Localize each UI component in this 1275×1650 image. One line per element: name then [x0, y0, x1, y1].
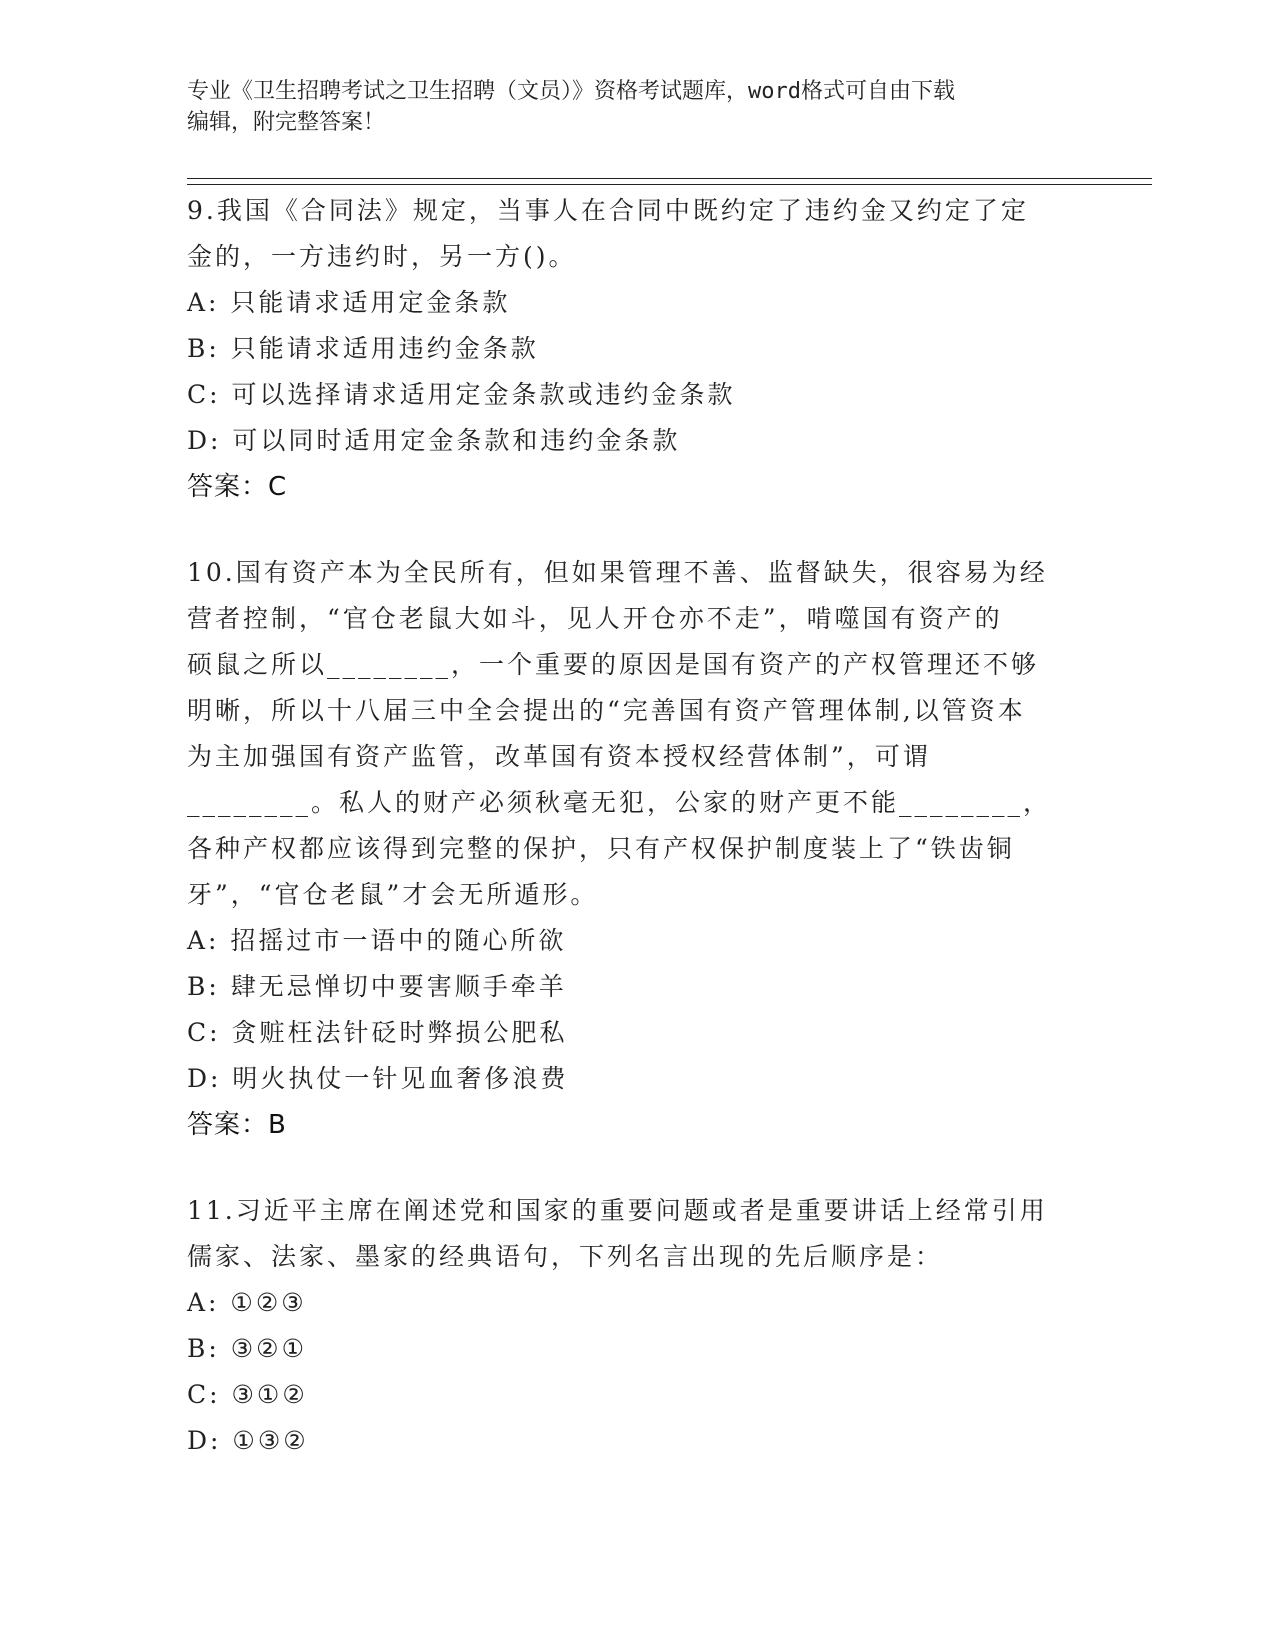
- question-stem-line: 11.习近平主席在阐述党和国家的重要问题或者是重要讲话上经常引用: [187, 1196, 1048, 1225]
- question-11: [187, 1188, 1087, 1464]
- question-stem-line: 各种产权都应该得到完整的保护，只有产权保护制度装上了“铁齿铜: [187, 834, 1015, 863]
- question-stem-line: 明晰，所以十八届三中全会提出的“完善国有资产管理体制,以管资本: [187, 696, 1026, 725]
- option-b: B: ③②①: [187, 1334, 307, 1363]
- option-d: D: 可以同时适用定金条款和违约金条款: [187, 426, 681, 455]
- option-d: D: ①③②: [187, 1426, 309, 1455]
- question-stem-line: ________。私人的财产必须秋毫无犯，公家的财产更不能________，: [187, 788, 1052, 817]
- question-10: [187, 550, 1087, 1148]
- option-c: C: 贪赃枉法针砭时弊损公肥私: [187, 1018, 568, 1047]
- question-stem-line: 金的，一方违约时，另一方()。: [187, 242, 577, 271]
- question-stem-line: 为主加强国有资产监管，改革国有资本授权经营体制”，可谓: [187, 742, 931, 771]
- answer-line: 答案：C: [187, 472, 288, 502]
- question-9: [187, 188, 1087, 510]
- question-stem-line: 10.国有资产本为全民所有，但如果管理不善、监督缺失，很容易为经: [187, 558, 1048, 587]
- question-stem-line: 9.我国《合同法》规定，当事人在合同中既约定了违约金又约定了定: [187, 196, 1029, 225]
- answer-line: 答案：B: [187, 1110, 287, 1140]
- header-line: 编辑，附完整答案！: [187, 110, 386, 135]
- option-b: B: 肆无忌惮切中要害顺手牵羊: [187, 972, 567, 1001]
- option-a: A: 招摇过市一语中的随心所欲: [187, 926, 567, 955]
- option-a: A: 只能请求适用定金条款: [187, 288, 511, 317]
- question-stem-line: 儒家、法家、墨家的经典语句，下列名言出现的先后顺序是：: [187, 1242, 944, 1271]
- option-b: B: 只能请求适用违约金条款: [187, 334, 539, 363]
- option-a: A: ①②③: [187, 1288, 307, 1317]
- option-d: D: 明火执仗一针见血奢侈浪费: [187, 1064, 569, 1093]
- header-divider-top: [187, 178, 1152, 179]
- option-c: C: 可以选择请求适用定金条款或违约金条款: [187, 380, 736, 409]
- header-line: 专业《卫生招聘考试之卫生招聘（文员）》资格考试题库，word格式可自由下载: [187, 79, 955, 104]
- document-header: [187, 76, 1067, 138]
- question-stem-line: 营者控制，“官仓老鼠大如斗，见人开仓亦不走”，啃噬国有资产的: [187, 604, 1003, 633]
- question-stem-line: 牙”，“官仓老鼠”才会无所遁形。: [187, 880, 599, 909]
- question-stem-line: 硕鼠之所以________，一个重要的原因是国有资产的产权管理还不够: [187, 650, 1040, 679]
- option-c: C: ③①②: [187, 1380, 308, 1409]
- header-divider-bottom: [187, 184, 1152, 185]
